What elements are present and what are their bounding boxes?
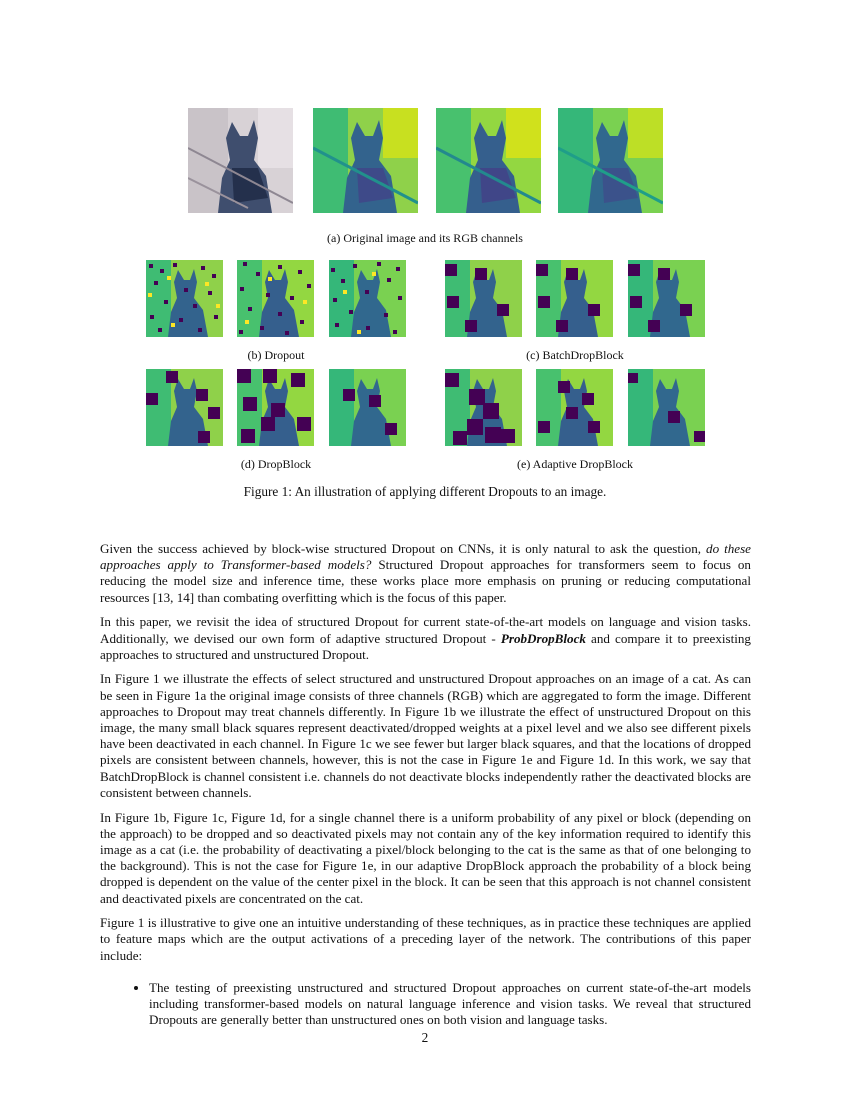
paragraph-4: In Figure 1b, Figure 1c, Figure 1d, for a single channel there is a uniform probability of any pixel or block (depending on the approach) to be dropped and so deactivated pixels may not contain any of the key information required to identify this image as a cat (i.e. the probability of deactivating a pixel/block belonging to the cat is the same as that of one belonging to the background). This is not the case for Figure 1e, in our adaptive DropBlock approach the probability of a block being dropped is dependent on the value of the center pixel in the block. It can be seen that this approach is not channel consistent and deactivated pixels are concentrated on the cat. — [100, 809, 751, 906]
adaptive-dropblock-channel-1 — [445, 369, 522, 446]
paragraph-1: Given the success achieved by block-wise structured Dropout on CNNs, it is only natural to ask the question, do these approaches apply to Transformer-based models? Structured Dropout approaches for transformers seem to focus on reducing the model size and inference time, these works place more emphasis on pruning or reducing computational resources [13, 14] than combating overfitting which is the focus of this paper. — [100, 541, 751, 605]
contributions-list — [100, 980, 751, 1029]
batchdropblock-channel-3 — [628, 260, 705, 337]
batchdropblock-channel-2 — [536, 260, 613, 337]
paragraph-2: In this paper, we revisit the idea of structured Dropout for current state-of-the-art models on language and vision tasks. Additionally, we devised our own form of adaptive structured Dropout - ProbDropBlock and compare it to preexisting approaches to structured and unstructured Dropout. — [100, 614, 751, 662]
blue-channel-image — [558, 108, 663, 213]
contribution-item: • The testing of preexisting unstructured and structured Dropout approaches on current state-of-the-art models including transformer-based models on natural language inference and vision tasks. We reveal that structured Dropouts are generally better than unstructured ones on both vision and language tasks. — [149, 980, 751, 1029]
caption-b: (b) Dropout — [247, 348, 305, 362]
red-channel-image — [313, 108, 418, 213]
research-question: do these approaches apply to Transformer-based models? — [100, 541, 751, 573]
dropout-channel-3 — [329, 260, 406, 337]
page-number: 2 — [421, 1030, 429, 1045]
method-name: ProbDropBlock — [500, 630, 586, 646]
caption-e: (e) Adaptive DropBlock — [517, 457, 633, 471]
caption-d: (d) DropBlock — [240, 457, 312, 471]
dropout-channel-2 — [237, 260, 314, 337]
dropout-channel-1 — [146, 260, 223, 337]
adaptive-dropblock-channel-2 — [536, 369, 613, 446]
dropblock-channel-1 — [146, 369, 223, 446]
figure-caption: Figure 1: An illustration of applying different Dropouts to an image. — [243, 484, 607, 499]
adaptive-dropblock-channel-3 — [628, 369, 705, 446]
caption-c: (c) BatchDropBlock — [526, 348, 624, 362]
green-channel-image — [436, 108, 541, 213]
dropblock-channel-3 — [329, 369, 406, 446]
dropblock-channel-2 — [237, 369, 314, 446]
original-cat-image — [188, 108, 293, 213]
paragraph-3: In Figure 1 we illustrate the effects of select structured and unstructured Dropout approaches on an image of a cat. As can be seen in Figure 1a the original image consists of three channels (RGB) which are aggregated to form the image. Different approaches to Dropout may treat channels differently. In Figure 1b we illustrate the effect of unstructured Dropout on this image, the many small black squares represent deactivated/dropped weights at a pixel level and we also see different pixels have been deactivated in each channel. In Figure 1c we see fewer but larger black squares, and that the locations of dropped pixels are consistent between channels, however, this is not the case in Figure 1e and Figure 1d. In this work, we say that BatchDropBlock is channel consistent i.e. channels do not deactivate blocks independently rather the deactivated blocks are consistent between channels. — [100, 671, 751, 800]
body-text — [100, 541, 751, 1028]
batchdropblock-channel-1 — [445, 260, 522, 337]
paragraph-5: Figure 1 is illustrative to give one an intuitive understanding of these techniques, as in practice these techniques are applied to feature maps which are the output activations of a preceding layer of the network. The contributions of this paper include: — [100, 915, 751, 963]
caption-a: (a) Original image and its RGB channels — [327, 231, 523, 245]
